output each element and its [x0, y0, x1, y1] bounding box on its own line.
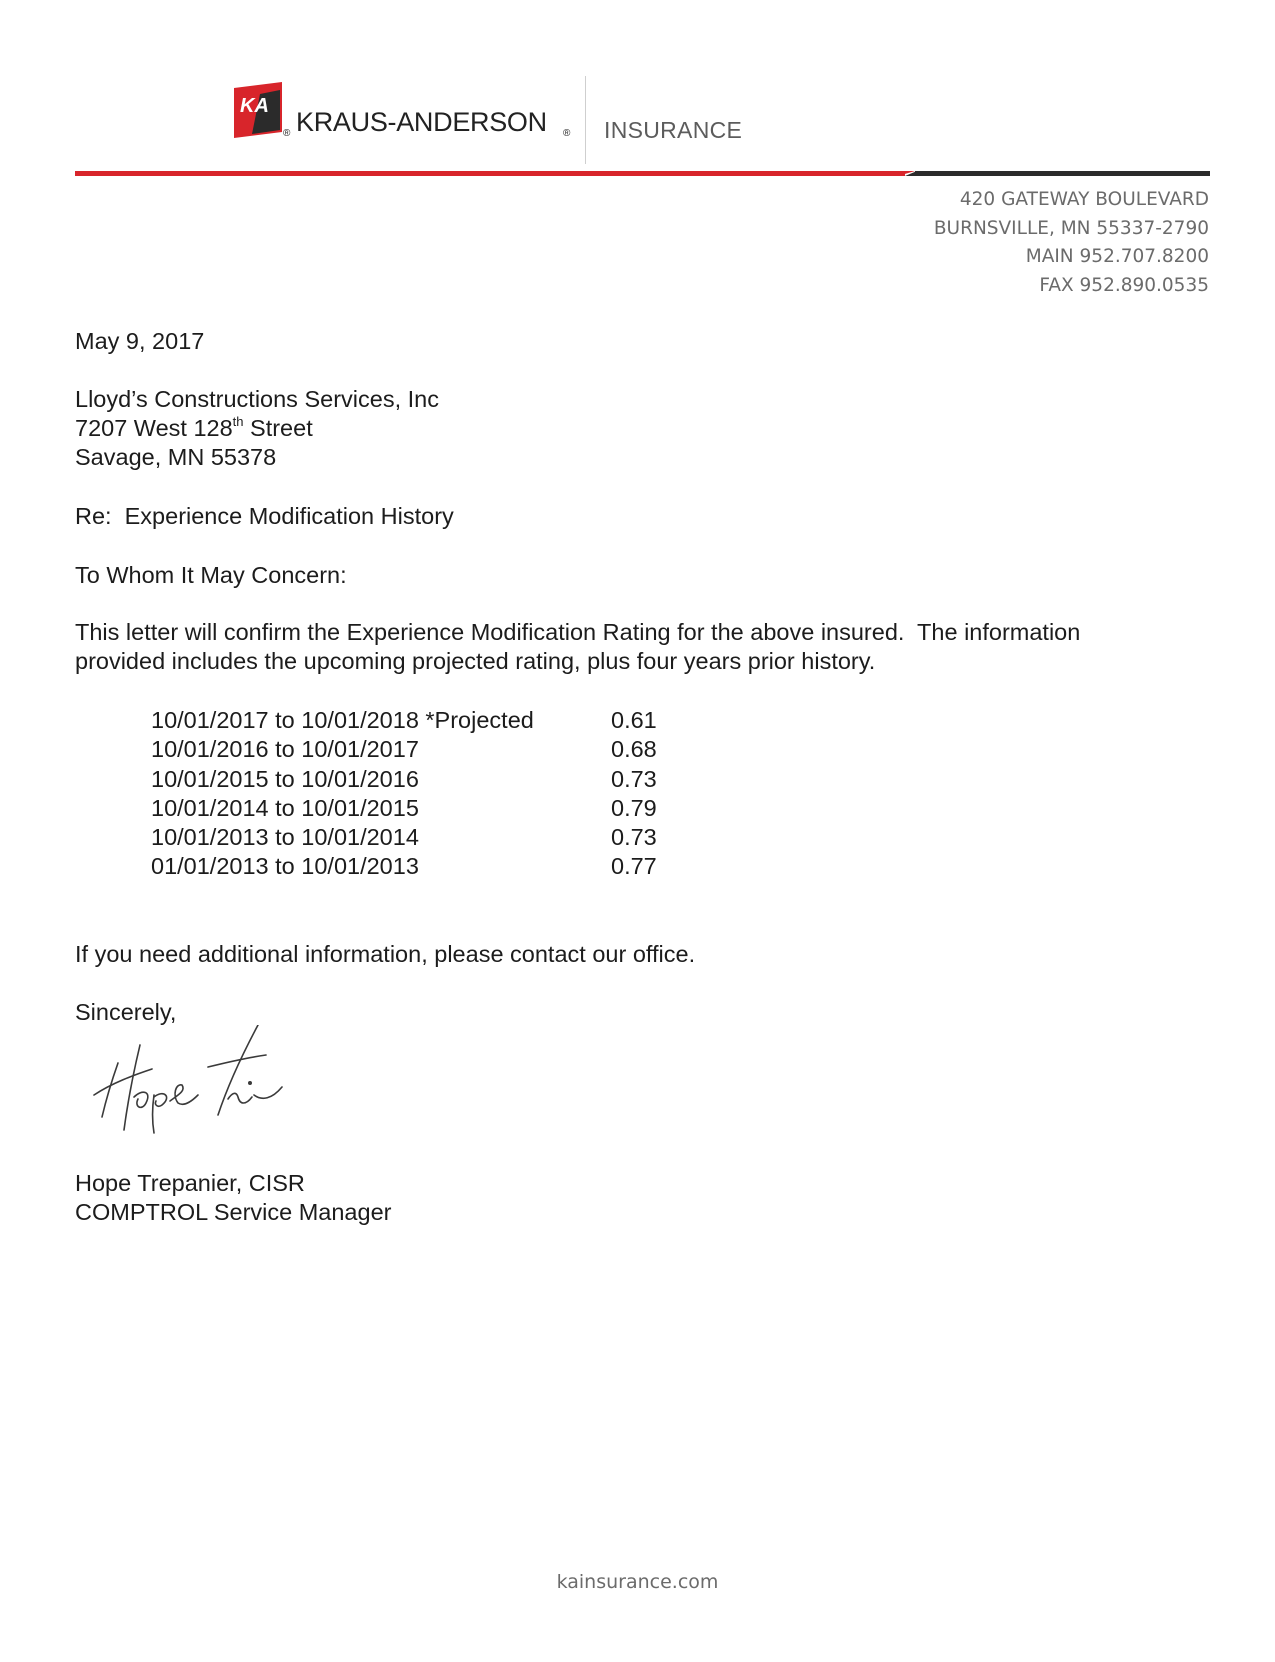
rating-period: 10/01/2016 to 10/01/2017: [151, 736, 419, 763]
registered-mark-2: ®: [563, 128, 571, 139]
rating-row: [151, 706, 691, 735]
rating-value: 0.79: [611, 794, 657, 821]
rating-history-list: [151, 706, 691, 882]
address-city: BURNSVILLE, MN 55337-2790: [933, 217, 1209, 239]
rating-value: 0.77: [611, 853, 657, 880]
signer-block: [75, 1169, 391, 1227]
registered-mark: ®: [283, 128, 291, 139]
body-paragraph: [75, 618, 1210, 676]
rating-period: 10/01/2017 to 10/01/2018 *Projected: [151, 707, 534, 733]
rating-row: [151, 765, 691, 794]
recipient-city: Savage, MN 55378: [75, 444, 277, 470]
address-fax: FAX 952.890.0535: [1039, 274, 1209, 296]
rating-period: 10/01/2014 to 10/01/2015: [151, 794, 419, 821]
letter-date: May 9, 2017: [75, 328, 205, 354]
kraus-anderson-logo-icon: [230, 82, 286, 138]
recipient-street: [75, 414, 439, 443]
recipient-name: Lloyd’s Constructions Services, Inc: [75, 386, 439, 412]
rating-value: 0.61: [611, 707, 657, 733]
rating-period: 10/01/2013 to 10/01/2014: [151, 824, 419, 851]
recipient-street-rest: Street: [243, 415, 313, 441]
signer-name: Hope Trepanier, CISR: [75, 1170, 305, 1196]
rating-row: [151, 823, 691, 852]
letterhead-rule-dark: [915, 171, 1210, 176]
signer-title: COMPTROL Service Manager: [75, 1199, 392, 1225]
brand-name: KRAUS-ANDERSON: [296, 107, 547, 137]
footer-website: kainsurance.com: [556, 1571, 719, 1593]
handwritten-signature-icon: [82, 1025, 302, 1135]
address-main-phone: MAIN 952.707.8200: [1025, 246, 1209, 267]
rating-value: 0.68: [611, 736, 657, 763]
business-unit: INSURANCE: [604, 117, 743, 143]
rating-row: [151, 794, 691, 823]
address-street: 420 GATEWAY BOULEVARD: [959, 189, 1209, 210]
recipient-street-prefix: 7207 West 128: [75, 415, 233, 441]
body-paragraph-line-2: provided includes the upcoming projected rating, plus four years prior history.: [75, 648, 876, 674]
body-paragraph-line-1: This letter will confirm the Experience Modification Rating for the above insured. The information: [75, 619, 1081, 645]
recipient-street-ordinal: th: [232, 414, 244, 429]
rating-period: 10/01/2015 to 10/01/2016: [151, 765, 419, 792]
re-line: Re: Experience Modification History: [75, 503, 454, 529]
sign-off: Sincerely,: [75, 999, 177, 1025]
letterhead-rule-red: [75, 171, 905, 176]
logo-letter-k: KA: [240, 95, 269, 117]
rating-period: 01/01/2013 to 10/01/2013: [151, 853, 419, 880]
rating-value: 0.73: [611, 824, 657, 851]
letterhead-divider: [585, 76, 586, 164]
rating-value: 0.73: [611, 765, 657, 792]
recipient-block: [75, 385, 439, 472]
company-address: [934, 186, 1209, 300]
rating-row: [151, 735, 691, 764]
salutation: To Whom It May Concern:: [75, 562, 347, 588]
closing-line: If you need additional information, please contact our office.: [75, 941, 696, 967]
rating-row: [151, 852, 691, 881]
